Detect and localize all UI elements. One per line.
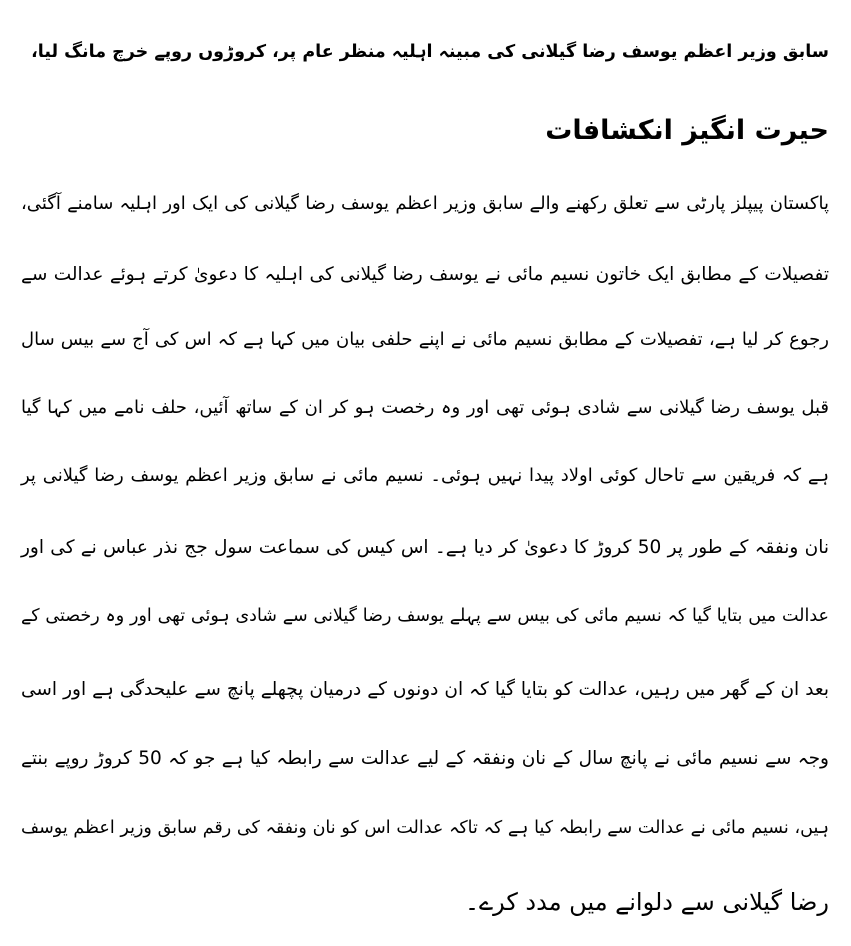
- body-line-3: رجوع کر لیا ہے، تفصیلات کے مطابق نسیم مائی نے اپنے حلفی بیان میں کہا ہے کہ اس کی آج سے بیس سال: [21, 329, 829, 350]
- body-line-8: بعد ان کے گھر میں رہیں، عدالت کو بتایا گیا کہ ان دونوں کے درمیان پچھلے پانچ سے علیحدگی ہے اور اسی: [21, 679, 829, 700]
- body-line-5: ہے کہ فریقین سے تاحال کوئی اولاد پیدا نہیں ہوئی۔ نسیم مائی نے سابق وزیر اعظم یوسف رضا گیلانی پر: [21, 465, 829, 486]
- body-line-7: عدالت میں بتایا گیا کہ نسیم مائی کی بیس سے پہلے یوسف رضا گیلانی سے شادی ہوئی تھی اور وہ رخصتی کے: [21, 606, 829, 626]
- headline-line-1: سابق وزیر اعظم یوسف رضا گیلانی کی مبینہ اہلیہ منظر عام پر، کروڑوں روپے خرچ مانگ لیا،: [31, 42, 829, 62]
- body-line-6: نان ونفقہ کے طور پر 50 کروڑ کا دعویٰ کر دیا ہے۔ اس کیس کی سماعت سول جج نذر عباس نے کی اور: [21, 537, 829, 558]
- body-line-10: ہیں، نسیم مائی نے عدالت سے رابطہ کیا ہے کہ تاکہ عدالت اس کو نان ونفقہ کی رقم سابق وزیر اعظم یوسف: [21, 818, 829, 838]
- body-line-9: وجہ سے نسیم مائی نے پانچ سال کے نان ونفقہ کے لیے عدالت سے رابطہ کیا ہے جو کہ 50 کروڑ روپے بنتے: [21, 748, 829, 769]
- headline-line-2: حیرت انگیز انکشافات: [545, 115, 829, 146]
- body-line-1: پاکستان پیپلز پارٹی سے تعلق رکھنے والے سابق وزیر اعظم یوسف رضا گیلانی کی ایک اور اہلیہ سامنے آگئی،: [21, 193, 829, 214]
- body-line-2: تفصیلات کے مطابق ایک خاتون نسیم مائی نے یوسف رضا گیلانی کی اہلیہ کا دعویٰ کرتے ہوئے عدالت سے: [21, 264, 829, 285]
- body-line-4: قبل یوسف رضا گیلانی سے شادی ہوئی تھی اور وہ رخصت ہو کر ان کے ساتھ آئیں، حلف نامے میں کہا گیا: [21, 397, 829, 418]
- body-line-11: رضا گیلانی سے دلوانے میں مدد کرے۔: [464, 888, 829, 916]
